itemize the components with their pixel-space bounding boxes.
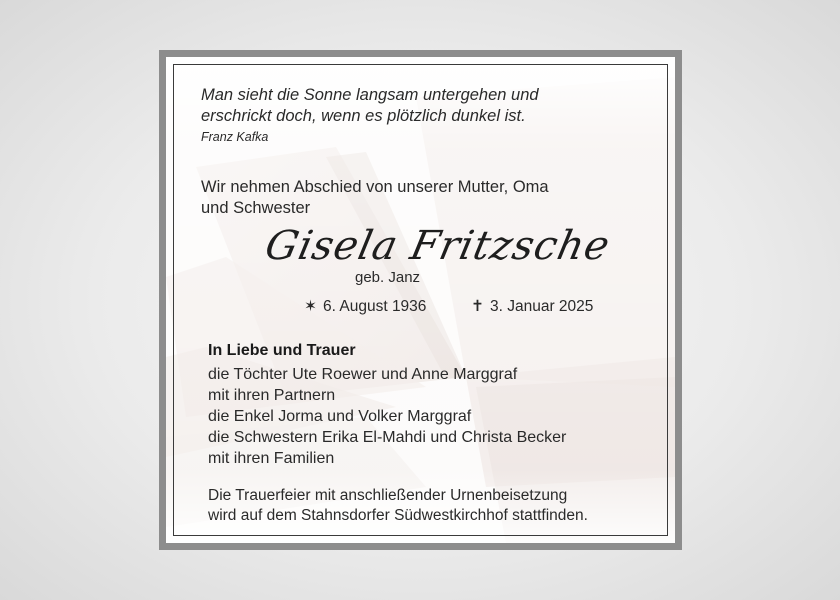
mourner-line: die Enkel Jorma und Volker Marggraf bbox=[208, 408, 472, 425]
mourners-list bbox=[208, 364, 566, 469]
intro-line: Wir nehmen Abschied von unserer Mutter, Oma bbox=[201, 178, 549, 196]
quote-line: erschrickt doch, wenn es plötzlich dunkel ist. bbox=[201, 107, 526, 125]
intro-line: und Schwester bbox=[201, 199, 311, 217]
quote-author: Franz Kafka bbox=[201, 130, 269, 144]
mourner-line: die Töchter Ute Roewer und Anne Marggraf bbox=[208, 366, 518, 383]
maiden-name: geb. Janz bbox=[355, 269, 421, 286]
quote-line: Man sieht die Sonne langsam untergehen und bbox=[201, 86, 539, 104]
death-date-line bbox=[471, 297, 593, 316]
notice-frame bbox=[159, 50, 682, 550]
deceased-name: Gisela Fritzsche bbox=[261, 223, 615, 269]
service-line: Die Trauerfeier mit anschließender Urnenbeisetzung bbox=[208, 487, 568, 504]
funeral-service-info bbox=[208, 486, 588, 526]
mourner-line: mit ihren Familien bbox=[208, 450, 335, 467]
mourning-heading: In Liebe und Trauer bbox=[208, 342, 356, 359]
service-line: wird auf dem Stahnsdorfer Südwestkirchhof stattfinden. bbox=[208, 507, 588, 524]
birth-date: 6. August 1936 bbox=[323, 298, 427, 315]
farewell-intro bbox=[201, 177, 549, 219]
cross-icon: ✝ bbox=[471, 298, 484, 315]
obituary-card bbox=[166, 57, 675, 543]
mourner-line: mit ihren Partnern bbox=[208, 387, 336, 404]
mourner-line: die Schwestern Erika El-Mahdi und Christa Becker bbox=[208, 429, 567, 446]
star-icon: ✶ bbox=[304, 298, 317, 315]
death-date: 3. Januar 2025 bbox=[490, 298, 594, 315]
birth-date-line bbox=[304, 297, 426, 316]
kafka-quote bbox=[201, 85, 539, 127]
